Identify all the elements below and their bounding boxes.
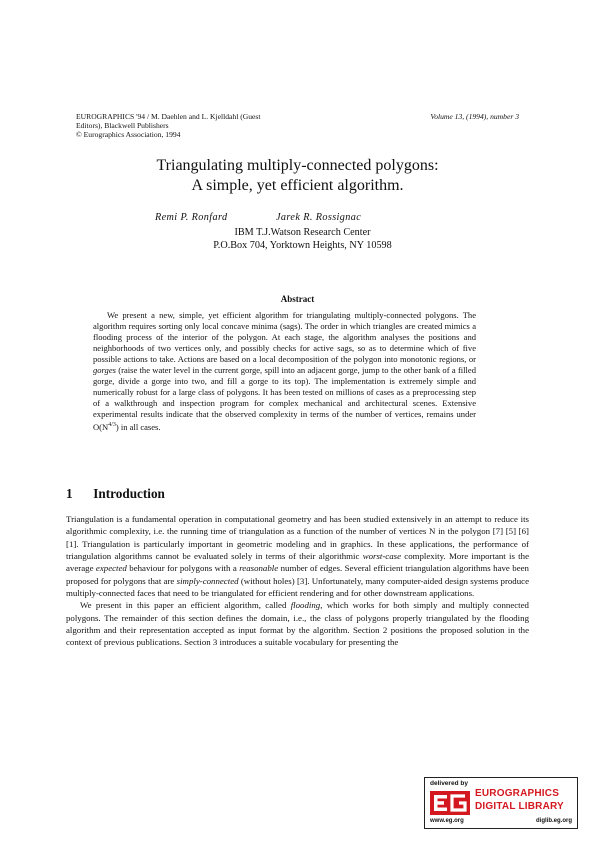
volume-info: Volume 13, (1994), number 3	[430, 112, 519, 121]
header-line: EUROGRAPHICS '94 / M. Daehlen and L. Kjelldahl (Guest	[76, 112, 261, 121]
running-header-left	[76, 112, 336, 139]
text-run: Triangulation is a fundamental operation in computational geometry and has been studied extensively in an attempt to reduce its algorithmic complexity, i.e. the running time of triangulation as a function of the number of vertices N in the polygon [7] [5] [6] [1]. Triangulation is particularly important in geometric modeling and in graphics. In these applications, the performance of triangulation algorithms cannot be evaluated solely in terms of their algorithmic	[66, 514, 529, 562]
logo-eurographics: EUROGRAPHICS	[475, 788, 560, 799]
text-run: number of edges. Several efficient triangulation algorithms have been proposed for polygons that are	[66, 563, 529, 586]
emphasis: reasonable	[239, 563, 279, 574]
address-line: P.O.Box 704, Yorktown Heights, NY 10598	[213, 240, 392, 251]
text-run: , which works for both simply and multiply connected polygons. The remainder of this section defines the domain, i.e., the class of polygons properly triangulated by the flooding algorithm and their representation accepted as input format by the algorithm. Section 2 positions the proposed solution in the context of previous publications. Section 3 introduces a suitable vocabulary for presenting the	[66, 600, 529, 648]
abstract-part: (raise the water level in the current gorge, spill into an adjacent gorge, jump to the other bank of a filled gorge, divide a gorge into two, and fill a gorge to its top). The implementation is extremely simple and numerically robust for a large class of polygons. It has been tested on millions of cases as a preprocessing step of a walkthrough and inspection program for complex mechanical and architectural scenes. Extensive experimental results indicate that the observed complexity in terms of the number of vertices, remains under	[93, 365, 476, 420]
introduction-body	[66, 513, 529, 649]
copyright-line: © Eurographics Association, 1994	[76, 130, 181, 139]
logo-digital-library: DIGITAL LIBRARY	[475, 801, 564, 812]
abstract-part: We present a new, simple, yet efficient algorithm for triangulating multiply-connected polygons. The algorithm requires sorting only local concave minima (sags). The order in which triangles are created mimics a flooding process of the interior of the polygon. At each stage, the algorithm analyses the positions and neighborhoods of two vertices only, and possibly checks for active sags, so as to determine which of five possible actions to take. Actions are based on a local decomposition of the polygon into monotonic regions, or	[93, 310, 476, 365]
emphasis: flooding	[290, 600, 321, 611]
eg-mark-icon	[430, 789, 470, 817]
text-run: behaviour for polygons with a	[126, 563, 240, 574]
affiliation-line: IBM T.J.Watson Research Center	[234, 227, 371, 238]
complexity-formula: $O(N^{4/3})$	[93, 422, 119, 433]
paragraph	[66, 599, 529, 648]
paper-title	[0, 156, 595, 196]
emphasis: expected	[95, 563, 127, 574]
text-run: We present in this paper an efficient algorithm, called	[80, 600, 291, 611]
title-line-1: Triangulating multiply-connected polygons:	[156, 157, 439, 174]
logo-delivered-by: delivered by	[430, 780, 468, 787]
logo-url-right: diglib.eg.org	[536, 818, 572, 824]
abstract-text	[93, 310, 476, 433]
section-heading	[66, 486, 165, 502]
emphasis-gorges: gorges	[93, 365, 116, 376]
emphasis: simply-connected	[176, 575, 239, 586]
logo-url-left: www.eg.org	[430, 818, 464, 824]
author-name: Remi P. Ronfard	[155, 212, 228, 223]
emphasis: worst-case	[362, 551, 402, 562]
title-line-2: A simple, yet efficient algorithm.	[191, 177, 404, 194]
paragraph	[66, 513, 529, 599]
text-run: (without holes) [3]. Unfortunately, many computer-aided design systems produce multiply-connected faces that need to be triangulated for efficient rendering and for other downstream applications.	[66, 575, 530, 599]
header-line: Editors), Blackwell Publishers	[76, 121, 169, 130]
abstract-heading: Abstract	[280, 294, 315, 304]
section-title: Introduction	[93, 486, 165, 501]
author-name: Jarek R. Rossignac	[276, 212, 362, 223]
section-number: 1	[66, 486, 73, 501]
eg-digital-library-logo[interactable]	[424, 777, 578, 829]
abstract-part: in all cases.	[118, 422, 161, 433]
text-run: complexity. More important is the average	[66, 551, 529, 574]
